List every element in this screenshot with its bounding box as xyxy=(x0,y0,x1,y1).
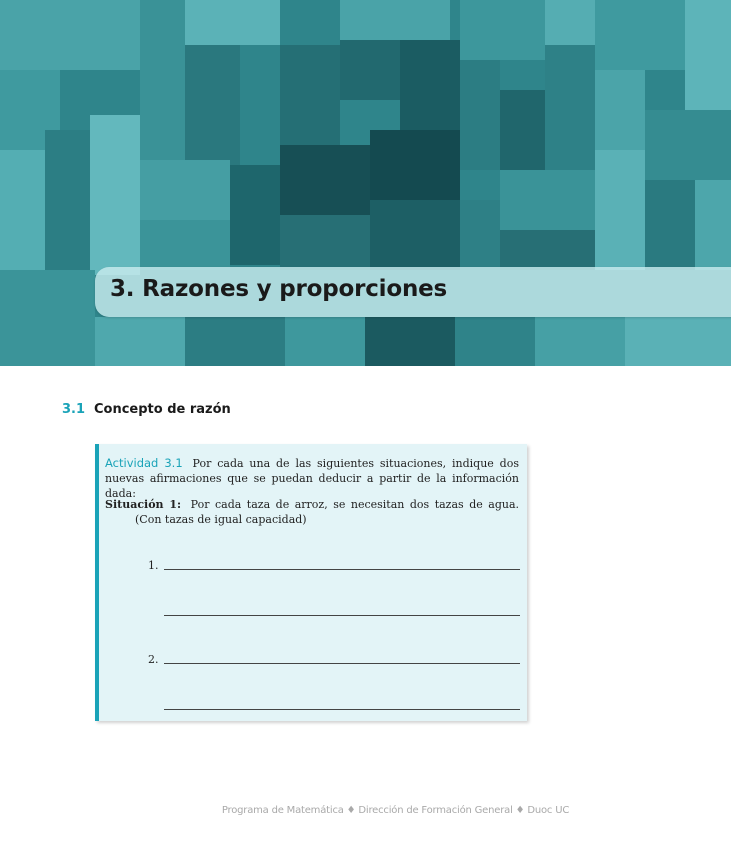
page-footer: Programa de Matemática ♦ Dirección de Formación General ♦ Duoc UC xyxy=(221,805,570,816)
section-title: Concepto de razón xyxy=(94,402,231,417)
answer-number-1: 1. xyxy=(148,559,159,572)
situation-label: Situación 1: xyxy=(105,498,182,511)
activity-intro xyxy=(105,456,519,501)
section-number: 3.1 xyxy=(62,402,86,417)
answer-line-1a[interactable] xyxy=(164,569,520,570)
answer-line-2b[interactable] xyxy=(164,709,520,710)
answer-line-1b[interactable] xyxy=(164,615,520,616)
activity-intro-text: Por cada una de las siguientes situaciones, indique dos nuevas afirmaciones que se puedan deducir a partir de la información dada: xyxy=(105,457,519,500)
chapter-title: 3. Razones y proporciones xyxy=(110,276,448,302)
situation-text: Por cada taza de arroz, se necesitan dos tazas de agua. (Con tazas de igual capacidad) xyxy=(135,498,519,526)
answer-number-2: 2. xyxy=(148,653,159,666)
answer-line-2a[interactable] xyxy=(164,663,520,664)
activity-label: Actividad 3.1 xyxy=(105,456,183,470)
situation-1 xyxy=(105,497,519,527)
